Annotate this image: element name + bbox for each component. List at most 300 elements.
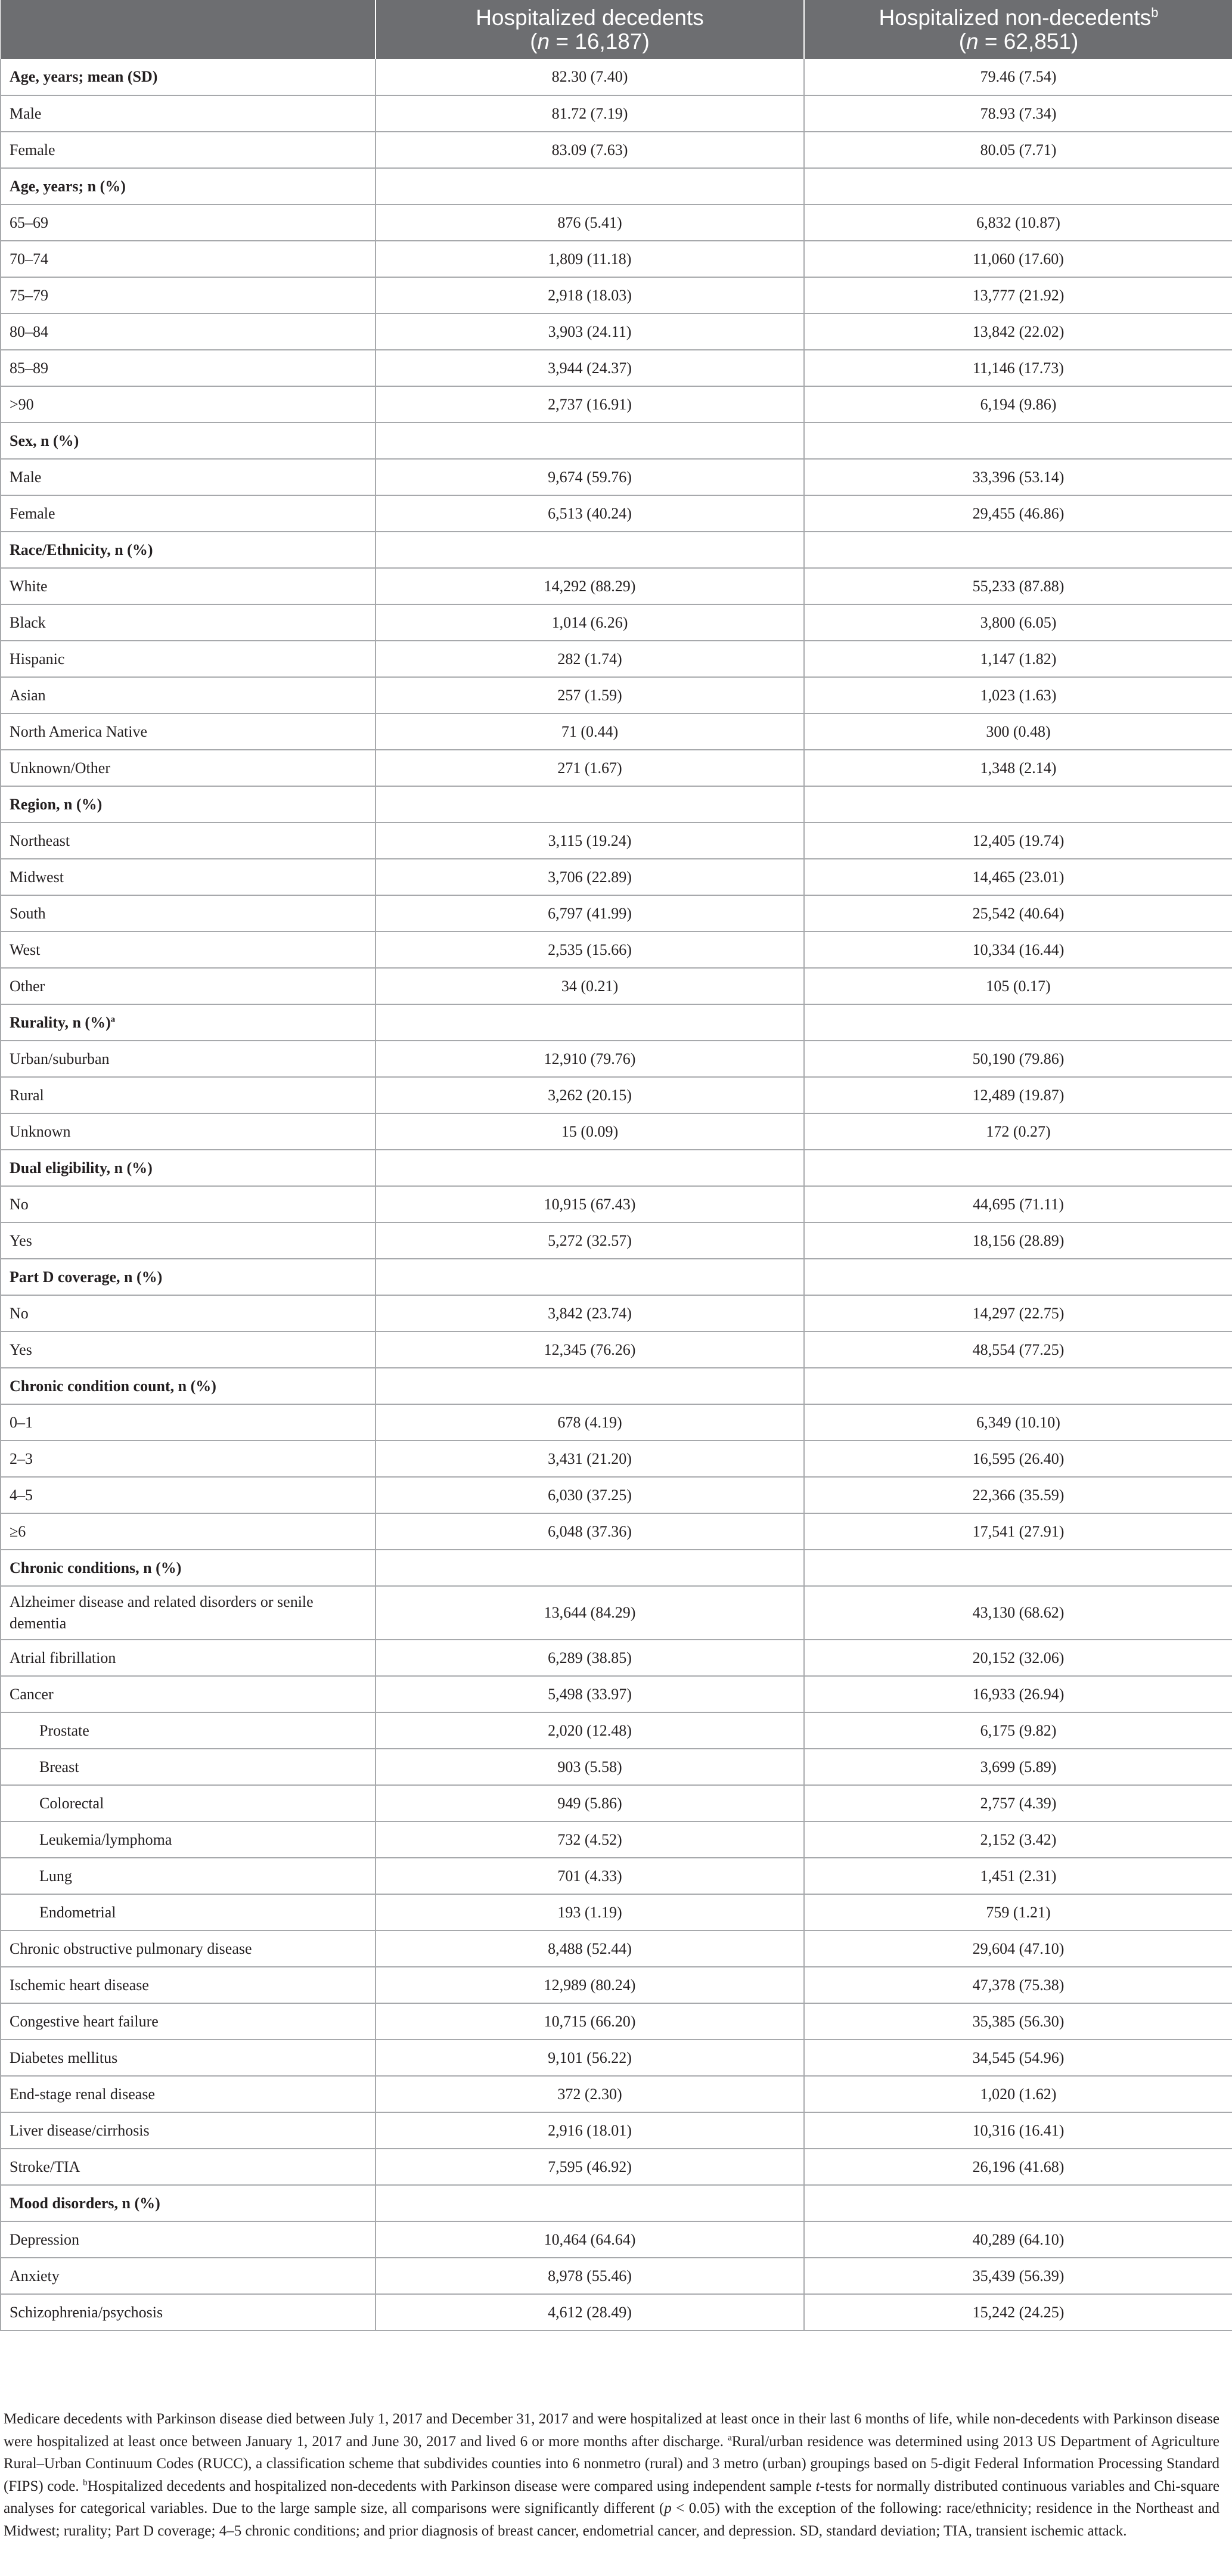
decedents-value: [376, 1550, 804, 1586]
decedents-value: 732 (4.52): [376, 1821, 804, 1858]
row-label-text: Female: [10, 504, 55, 522]
table-row: [1, 1712, 1232, 1749]
nondecedents-value: 16,595 (26.40): [804, 1441, 1232, 1477]
table-row: [1, 859, 1232, 895]
row-label: [1, 1550, 376, 1586]
header-decedents-n: (n = 16,187): [530, 29, 650, 54]
row-label-text: Depression: [10, 2230, 79, 2248]
decedents-value: 6,048 (37.36): [376, 1513, 804, 1550]
row-label: [1, 1150, 376, 1186]
row-label: [1, 95, 376, 132]
row-label-text: Breast: [39, 1758, 79, 1776]
decedents-value: 2,535 (15.66): [376, 932, 804, 968]
row-label: [1, 2112, 376, 2149]
row-label-text: Liver disease/cirrhosis: [10, 2121, 150, 2139]
nondecedents-value: 15,242 (24.25): [804, 2294, 1232, 2330]
row-label-text: Diabetes mellitus: [10, 2049, 118, 2066]
row-label-text: Midwest: [10, 868, 64, 886]
row-label: [1, 314, 376, 350]
table-row: [1, 895, 1232, 932]
header-decedents: [376, 0, 804, 59]
row-label: [1, 423, 376, 459]
row-label-text: ≥6: [10, 1522, 26, 1540]
row-label: [1, 1041, 376, 1077]
row-label: [1, 604, 376, 641]
nondecedents-value: 6,175 (9.82): [804, 1712, 1232, 1749]
table-row: [1, 1222, 1232, 1259]
row-label: [1, 2003, 376, 2040]
table-row: [1, 459, 1232, 495]
row-label-text: >90: [10, 395, 34, 413]
nondecedents-value: 759 (1.21): [804, 1894, 1232, 1931]
footnote-p: p: [664, 2500, 672, 2516]
nondecedents-value: 40,289 (64.10): [804, 2221, 1232, 2258]
footnote-marker-a: a: [110, 1014, 116, 1024]
nondecedents-value: 20,152 (32.06): [804, 1640, 1232, 1676]
row-label-text: Cancer: [10, 1685, 54, 1703]
decedents-value: 949 (5.86): [376, 1785, 804, 1821]
row-label: [1, 1586, 376, 1640]
decedents-value: 876 (5.41): [376, 204, 804, 241]
decedents-value: 34 (0.21): [376, 968, 804, 1004]
decedents-value: 3,431 (21.20): [376, 1441, 804, 1477]
nondecedents-value: 10,334 (16.44): [804, 932, 1232, 968]
nondecedents-value: 3,800 (6.05): [804, 604, 1232, 641]
footnote-part5: < 0.05) with the exception of the following: race/ethnicity; residence in the Northeast and Midwest; rurality; Part D coverage; 4–5 chronic conditions; and prior diagnosis of breast cancer, endometrial cancer, and depression. SD, standard deviation; TIA, transient ischemic attack.: [4, 2500, 1220, 2539]
row-label: [1, 1821, 376, 1858]
decedents-value: 372 (2.30): [376, 2076, 804, 2112]
row-label-text: Male: [10, 104, 42, 122]
table-row: [1, 1332, 1232, 1368]
decedents-value: 5,272 (32.57): [376, 1222, 804, 1259]
nondecedents-value: 50,190 (79.86): [804, 1041, 1232, 1077]
row-label-text: North America Native: [10, 722, 148, 740]
decedents-value: 3,944 (24.37): [376, 350, 804, 386]
row-label: [1, 568, 376, 604]
decedents-value: 82.30 (7.40): [376, 59, 804, 95]
row-label: [1, 386, 376, 423]
row-label-text: 85–89: [10, 359, 48, 377]
nondecedents-value: 47,378 (75.38): [804, 1967, 1232, 2003]
table-row: [1, 1295, 1232, 1332]
footnote-marker-b: b: [1151, 5, 1159, 20]
nondecedents-value: [804, 168, 1232, 204]
table-row: [1, 2149, 1232, 2185]
table-row: [1, 2258, 1232, 2294]
table-row: [1, 750, 1232, 786]
decedents-value: 13,644 (84.29): [376, 1586, 804, 1640]
decedents-value: [376, 423, 804, 459]
row-label-text: Asian: [10, 686, 46, 704]
table-section-row: [1, 1368, 1232, 1404]
row-label: [1, 677, 376, 713]
row-label-text: Northeast: [10, 831, 70, 849]
row-label: [1, 1077, 376, 1113]
table-row: [1, 2294, 1232, 2330]
decedents-value: 7,595 (46.92): [376, 2149, 804, 2185]
table-row: [1, 95, 1232, 132]
row-label-text: Atrial fibrillation: [10, 1649, 116, 1666]
decedents-value: [376, 1259, 804, 1295]
decedents-value: 1,809 (11.18): [376, 241, 804, 277]
decedents-value: 8,978 (55.46): [376, 2258, 804, 2294]
nondecedents-value: 13,842 (22.02): [804, 314, 1232, 350]
decedents-value: 3,903 (24.11): [376, 314, 804, 350]
decedents-value: 4,612 (28.49): [376, 2294, 804, 2330]
row-label: [1, 1785, 376, 1821]
row-label: [1, 1113, 376, 1150]
nondecedents-value: 300 (0.48): [804, 713, 1232, 750]
header-nondecedents-title: Hospitalized non-decedents$^b$: [879, 5, 1159, 30]
nondecedents-value: 105 (0.17): [804, 968, 1232, 1004]
row-label: [1, 1640, 376, 1676]
nondecedents-value: [804, 532, 1232, 568]
decedents-value: 9,101 (56.22): [376, 2040, 804, 2076]
row-label-text: Rurality, n (%): [10, 1013, 111, 1031]
header-blank-cell: [1, 0, 376, 59]
nondecedents-value: 22,366 (35.59): [804, 1477, 1232, 1513]
row-label-text: Region, n (%): [10, 795, 103, 813]
nondecedents-value: 55,233 (87.88): [804, 568, 1232, 604]
table-section-row: [1, 532, 1232, 568]
table-row: [1, 2040, 1232, 2076]
nondecedents-value: [804, 1004, 1232, 1041]
nondecedents-value: 12,489 (19.87): [804, 1077, 1232, 1113]
footnote-sup-b: b: [83, 2478, 88, 2488]
nondecedents-value: 26,196 (41.68): [804, 2149, 1232, 2185]
row-label: [1, 168, 376, 204]
nondecedents-value: 1,020 (1.62): [804, 2076, 1232, 2112]
row-label-text: Chronic conditions, n (%): [10, 1559, 182, 1576]
header-nondecedents: [804, 0, 1232, 59]
table-row: [1, 1931, 1232, 1967]
row-label-text: 0–1: [10, 1413, 33, 1431]
nondecedents-value: 2,152 (3.42): [804, 1821, 1232, 1858]
row-label: [1, 1259, 376, 1295]
table-section-row: [1, 786, 1232, 823]
table-section-row: [1, 423, 1232, 459]
decedents-value: [376, 1004, 804, 1041]
nondecedents-value: 3,699 (5.89): [804, 1749, 1232, 1785]
row-label-text: 75–79: [10, 286, 48, 304]
decedents-value: 8,488 (52.44): [376, 1931, 804, 1967]
row-label: [1, 1222, 376, 1259]
nondecedents-value: [804, 1259, 1232, 1295]
row-label-text: 2–3: [10, 1450, 33, 1467]
table-row: [1, 2076, 1232, 2112]
decedents-value: 2,916 (18.01): [376, 2112, 804, 2149]
nondecedents-value: 16,933 (26.94): [804, 1676, 1232, 1712]
table-row: [1, 823, 1232, 859]
footnote-part3: Hospitalized decedents and hospitalized non-decedents with Parkinson disease were compared using independent sample: [87, 2478, 816, 2494]
nondecedents-value: 43,130 (68.62): [804, 1586, 1232, 1640]
table-row: [1, 1967, 1232, 2003]
row-label: [1, 59, 376, 95]
decedents-value: 71 (0.44): [376, 713, 804, 750]
table-row: [1, 204, 1232, 241]
row-label: [1, 204, 376, 241]
nondecedents-value: 29,455 (46.86): [804, 495, 1232, 532]
row-label-text: Black: [10, 613, 46, 631]
nondecedents-value: 14,297 (22.75): [804, 1295, 1232, 1332]
row-label: [1, 1676, 376, 1712]
row-label-text: 65–69: [10, 213, 48, 231]
decedents-value: 257 (1.59): [376, 677, 804, 713]
table-row: [1, 314, 1232, 350]
table-section-row: [1, 1550, 1232, 1586]
nondecedents-value: 6,194 (9.86): [804, 386, 1232, 423]
nondecedents-value: 80.05 (7.71): [804, 132, 1232, 168]
nondecedents-value: 13,777 (21.92): [804, 277, 1232, 314]
row-label: [1, 2076, 376, 2112]
row-label-text: Ischemic heart disease: [10, 1976, 149, 1994]
nondecedents-value: [804, 2185, 1232, 2221]
decedents-value: 6,289 (38.85): [376, 1640, 804, 1676]
row-label: [1, 241, 376, 277]
row-label-text: Mood disorders, n (%): [10, 2194, 160, 2212]
row-label: [1, 2258, 376, 2294]
row-label-text: Stroke/TIA: [10, 2158, 80, 2175]
row-label-text: Urban/suburban: [10, 1050, 110, 1067]
row-label-text: Leukemia/lymphoma: [39, 1830, 172, 1848]
footnote-part1: Medicare decedents with Parkinson disease died between July 1, 2017 and December 31, 2017 and were hospitalized at least once in their last 6 months of life, while non-decedents with Parkinson disease were hospitalized at least once between January 1, 2017 and June 30, 2017 and lived 6 or more months after discharge.: [4, 2411, 1219, 2450]
row-label: [1, 350, 376, 386]
table-footnote: [4, 2408, 1219, 2542]
decedents-value: [376, 1150, 804, 1186]
decedents-value: 2,020 (12.48): [376, 1712, 804, 1749]
header-nondecedents-n: (n = 62,851): [958, 29, 1079, 54]
nondecedents-value: 79.46 (7.54): [804, 59, 1232, 95]
row-label-text: Age, years; mean (SD): [10, 68, 158, 85]
row-label-text: Alzheimer disease and related disorders or senile dementia: [10, 1593, 314, 1632]
decedents-value: 9,674 (59.76): [376, 459, 804, 495]
nondecedents-value: 44,695 (71.11): [804, 1186, 1232, 1222]
row-label: [1, 1441, 376, 1477]
table-row: [1, 1586, 1232, 1640]
table-row: [1, 1041, 1232, 1077]
nondecedents-value: [804, 1550, 1232, 1586]
decedents-value: 2,737 (16.91): [376, 386, 804, 423]
row-label-text: 80–84: [10, 322, 48, 340]
row-label: [1, 932, 376, 968]
table-row: [1, 1821, 1232, 1858]
decedents-value: 5,498 (33.97): [376, 1676, 804, 1712]
row-label-text: Endometrial: [39, 1903, 116, 1921]
row-label: [1, 750, 376, 786]
row-label: [1, 2149, 376, 2185]
table-row: [1, 568, 1232, 604]
table-row: [1, 1477, 1232, 1513]
footnote-t: t: [815, 2478, 820, 2494]
decedents-value: 1,014 (6.26): [376, 604, 804, 641]
row-label: [1, 641, 376, 677]
nondecedents-value: [804, 786, 1232, 823]
nondecedents-value: 25,542 (40.64): [804, 895, 1232, 932]
row-label: [1, 1004, 376, 1041]
row-label-text: No: [10, 1304, 29, 1322]
decedents-value: 3,706 (22.89): [376, 859, 804, 895]
nondecedents-value: 78.93 (7.34): [804, 95, 1232, 132]
row-label-text: Yes: [10, 1231, 32, 1249]
nondecedents-value: 2,757 (4.39): [804, 1785, 1232, 1821]
table-row: [1, 1676, 1232, 1712]
row-label: [1, 1295, 376, 1332]
table-row: [1, 1894, 1232, 1931]
row-label-text: Unknown/Other: [10, 759, 110, 777]
nondecedents-value: 11,146 (17.73): [804, 350, 1232, 386]
table-row: [1, 1077, 1232, 1113]
row-label: [1, 2221, 376, 2258]
decedents-value: 10,915 (67.43): [376, 1186, 804, 1222]
row-label-text: Schizophrenia/psychosis: [10, 2303, 163, 2321]
row-label-text: Lung: [39, 1867, 72, 1885]
row-label-text: South: [10, 904, 46, 922]
table-row: [1, 132, 1232, 168]
row-label-text: Hispanic: [10, 650, 65, 668]
row-label-text: Female: [10, 141, 55, 159]
row-label-text: Yes: [10, 1340, 32, 1358]
decedents-value: 701 (4.33): [376, 1858, 804, 1894]
row-label-text: Other: [10, 977, 45, 995]
row-label: [1, 132, 376, 168]
row-label: [1, 859, 376, 895]
table-section-row: [1, 168, 1232, 204]
table-section-row: [1, 59, 1232, 95]
nondecedents-value: [804, 1150, 1232, 1186]
table-row: [1, 1186, 1232, 1222]
decedents-value: [376, 1368, 804, 1404]
header-decedents-title: Hospitalized decedents: [476, 5, 704, 30]
row-label-text: Dual eligibility, n (%): [10, 1159, 153, 1177]
row-label-text: Prostate: [39, 1721, 89, 1739]
row-label: [1, 459, 376, 495]
table-row: [1, 1113, 1232, 1150]
decedents-value: 12,989 (80.24): [376, 1967, 804, 2003]
nondecedents-value: 34,545 (54.96): [804, 2040, 1232, 2076]
table-row: [1, 604, 1232, 641]
row-label-text: Chronic obstructive pulmonary disease: [10, 1939, 252, 1957]
decedents-value: 6,513 (40.24): [376, 495, 804, 532]
table-row: [1, 1749, 1232, 1785]
table-section-row: [1, 1150, 1232, 1186]
table-row: [1, 350, 1232, 386]
nondecedents-value: 1,348 (2.14): [804, 750, 1232, 786]
row-label-text: Anxiety: [10, 2267, 60, 2285]
nondecedents-value: 10,316 (16.41): [804, 2112, 1232, 2149]
decedents-value: 6,797 (41.99): [376, 895, 804, 932]
row-label: [1, 895, 376, 932]
footnote-part2: Rural/urban residence was determined using 2013 US Department of Agriculture Rural–Urban Continuum Codes (RUCC), a classification scheme that subdivides counties into 6 nonmetro (rural) and 3 metro (urban) groupings based on 5-digit Federal Information Processing Standard (FIPS) code.: [4, 2433, 1219, 2494]
row-label-text: Age, years; n (%): [10, 177, 126, 195]
table-section-row: [1, 2185, 1232, 2221]
row-label: [1, 277, 376, 314]
nondecedents-value: 6,832 (10.87): [804, 204, 1232, 241]
table-row: [1, 713, 1232, 750]
nondecedents-value: 12,405 (19.74): [804, 823, 1232, 859]
row-label: [1, 2294, 376, 2330]
decedents-value: 12,345 (76.26): [376, 1332, 804, 1368]
row-label-text: Part D coverage, n (%): [10, 1268, 163, 1286]
row-label-text: Sex, n (%): [10, 432, 79, 449]
decedents-value: [376, 168, 804, 204]
table-row: [1, 1441, 1232, 1477]
decedents-value: [376, 2185, 804, 2221]
decedents-value: 83.09 (7.63): [376, 132, 804, 168]
row-label-text: Unknown: [10, 1122, 71, 1140]
table-row: [1, 1640, 1232, 1676]
row-label-text: Rural: [10, 1086, 44, 1104]
nondecedents-value: 18,156 (28.89): [804, 1222, 1232, 1259]
decedents-value: 282 (1.74): [376, 641, 804, 677]
table-section-row: [1, 1259, 1232, 1295]
row-label: [1, 786, 376, 823]
row-label: [1, 1477, 376, 1513]
table-body: [1, 59, 1232, 2330]
table-row: [1, 641, 1232, 677]
footnote-part4: -tests for normally distributed continuous variables and Chi-square analyses for categorical variables. Due to the large sample size, all comparisons were significantly different (: [4, 2478, 1219, 2516]
table-row: [1, 1785, 1232, 1821]
nondecedents-value: 17,541 (27.91): [804, 1513, 1232, 1550]
decedents-value: 6,030 (37.25): [376, 1477, 804, 1513]
nondecedents-value: 6,349 (10.10): [804, 1404, 1232, 1441]
row-label: [1, 823, 376, 859]
row-label-text: 70–74: [10, 250, 48, 268]
decedents-value: 3,115 (19.24): [376, 823, 804, 859]
decedents-value: 12,910 (79.76): [376, 1041, 804, 1077]
table-row: [1, 386, 1232, 423]
row-label-text: Colorectal: [39, 1794, 104, 1812]
row-label-text: Race/Ethnicity, n (%): [10, 541, 153, 558]
nondecedents-value: 35,439 (56.39): [804, 2258, 1232, 2294]
row-label: [1, 1513, 376, 1550]
table-row: [1, 1404, 1232, 1441]
row-label-text: White: [10, 577, 48, 595]
decedents-value: 271 (1.67): [376, 750, 804, 786]
decedents-value: 903 (5.58): [376, 1749, 804, 1785]
table-row: [1, 241, 1232, 277]
row-label: [1, 1894, 376, 1931]
row-label: [1, 1332, 376, 1368]
row-label: [1, 713, 376, 750]
decedents-value: 678 (4.19): [376, 1404, 804, 1441]
row-label-text: West: [10, 941, 41, 958]
row-label-text: Congestive heart failure: [10, 2012, 159, 2030]
table-row: [1, 277, 1232, 314]
decedents-value: 10,715 (66.20): [376, 2003, 804, 2040]
nondecedents-value: 33,396 (53.14): [804, 459, 1232, 495]
row-label-text: 4–5: [10, 1486, 33, 1504]
row-label: [1, 2040, 376, 2076]
row-label: [1, 532, 376, 568]
table-row: [1, 2221, 1232, 2258]
row-label: [1, 1712, 376, 1749]
decedents-value: 14,292 (88.29): [376, 568, 804, 604]
nondecedents-value: 29,604 (47.10): [804, 1931, 1232, 1967]
decedents-value: 2,918 (18.03): [376, 277, 804, 314]
table-row: [1, 677, 1232, 713]
row-label-text: Male: [10, 468, 42, 486]
row-label: [1, 1858, 376, 1894]
table-row: [1, 968, 1232, 1004]
decedents-value: [376, 532, 804, 568]
decedents-value: [376, 786, 804, 823]
row-label: [1, 495, 376, 532]
nondecedents-value: 11,060 (17.60): [804, 241, 1232, 277]
table-row: [1, 1858, 1232, 1894]
nondecedents-value: 48,554 (77.25): [804, 1332, 1232, 1368]
table-section-row: [1, 1004, 1232, 1041]
row-label: [1, 1404, 376, 1441]
